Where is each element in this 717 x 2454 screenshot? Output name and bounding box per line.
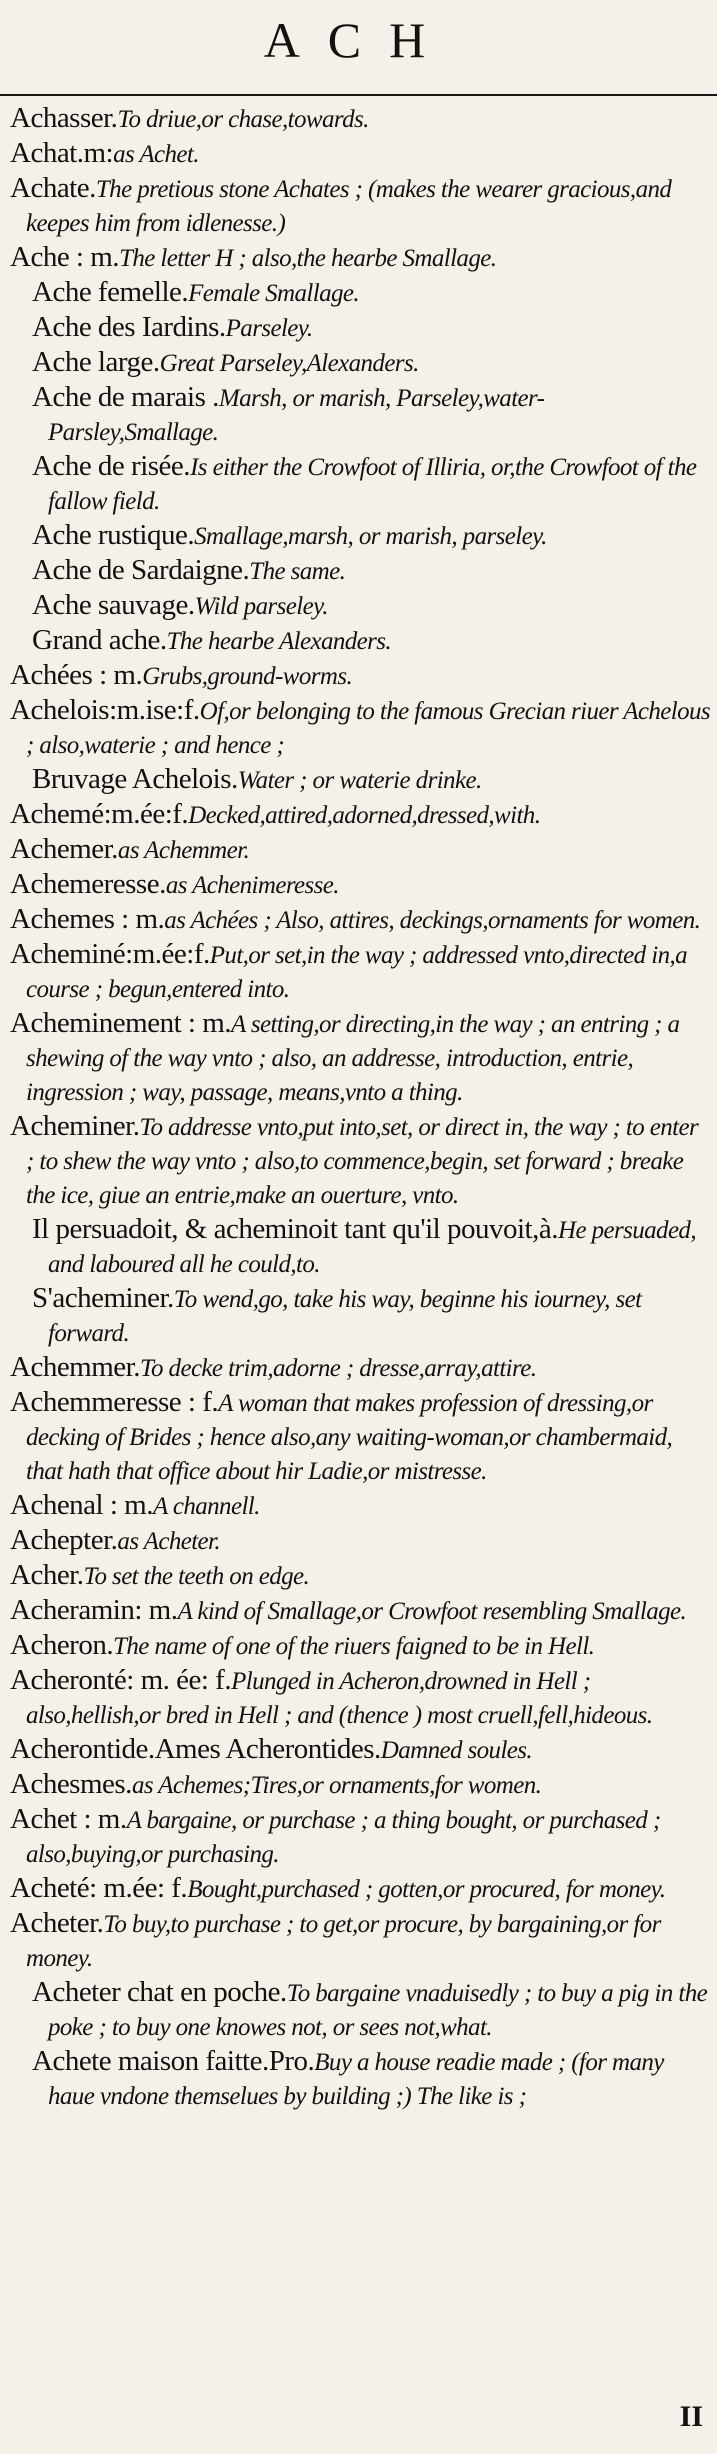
definition: Is either the Crowfoot of Illiria, or,the Crowfoot of the fallow field. [48,454,697,515]
sub-entry [0,346,717,380]
dictionary-entry [0,1872,717,1906]
definition: Wild parseley. [194,593,328,620]
definition: To bargaine vnaduisedly ; to buy a pig in the poke ; to buy one knowes not, or sees not,what. [48,1980,708,2041]
dictionary-entry [0,938,717,1006]
headword: Acheron. [10,1629,114,1661]
definition: To addresse vnto,put into,set, or direct in, the way ; to enter ; to shew the way vnto ; also,to commence,begin, set forward ; breake the ice, giue an entrie,make an ouerture, vnto. [26,1114,699,1209]
headword: Bruvage Achelois. [32,763,238,795]
sub-entry [0,1282,717,1350]
definition: Smallage,marsh, or marish, parseley. [194,523,547,550]
dictionary-entry [0,903,717,937]
headword: Acheminement : m. [10,1007,232,1039]
headword: Achemer. [10,833,118,865]
definition: A woman that makes profession of dressing,or decking of Brides ; hence also,any waiting-woman,or chambermaid, that hath that office about hir Ladie,or mistresse. [26,1390,673,1485]
headword: Acheronté: m. ée: f. [10,1664,232,1696]
definition: Grubs,ground-worms. [142,663,353,690]
headword: Il persuadoit, & acheminoit tant qu'il pouvoit,à. [32,1213,558,1245]
headword: Achelois:m.ise:f. [10,694,200,726]
definition: To driue,or chase,towards. [117,106,369,133]
definition: To set the teeth on edge. [83,1563,310,1590]
dictionary-entry [0,868,717,902]
definition: The same. [249,558,346,585]
definition: Great Parseley,Alexanders. [159,350,419,377]
headword: Ache : m. [10,241,120,273]
headword: Acheminé:m.ée:f. [10,938,210,970]
sub-entry [0,381,717,449]
headword: Grand ache. [32,624,167,656]
definition: Bought,purchased ; gotten,or procured, for money. [187,1876,666,1903]
dictionary-entry [0,241,717,275]
entry-list [0,102,717,2114]
definition: The letter H ; also,the hearbe Smallage. [119,245,497,272]
headword: Achasser. [10,102,118,134]
definition: Plunged in Acheron,drowned in Hell ; also,hellish,or bred in Hell ; and (thence ) most cruell,fell,hideous. [26,1668,653,1729]
definition: A channell. [152,1493,260,1520]
definition: as Achemes;Tires,or ornaments,for women. [131,1772,542,1799]
definition: Water ; or waterie drinke. [237,767,482,794]
dictionary-entry [0,833,717,867]
definition: He persuaded, and laboured all he could,to. [48,1217,696,1278]
dictionary-entry [0,798,717,832]
headword: Ache de risée. [32,450,191,482]
headword: Achate. [10,172,96,204]
headword: Acheter. [10,1907,104,1939]
headword: Achemmer. [10,1351,140,1383]
dictionary-entry [0,1351,717,1385]
headword: Achemmeresse : f. [10,1386,219,1418]
definition: Marsh, or marish, Parseley,water-Parsley,Smallage. [48,385,545,446]
headword: S'acheminer. [32,1282,174,1314]
definition: as Achenimeresse. [165,872,339,899]
headword: Acheminer. [10,1110,140,1142]
dictionary-entry [0,1110,717,1212]
definition: The hearbe Alexanders. [166,628,392,655]
headword: Ache sauvage. [32,589,195,621]
headword: Ache large. [32,346,160,378]
header-rule [0,94,717,96]
definition: The pretious stone Achates ; (makes the wearer gracious,and keepes him from idlenesse.) [26,176,672,237]
definition: The name of one of the riuers faigned to be in Hell. [113,1633,595,1660]
definition: Of,or belonging to the famous Grecian riuer Achelous ; also,waterie ; and hence ; [26,698,711,759]
dictionary-entry [0,1803,717,1871]
dictionary-entry [0,1664,717,1732]
headword: Achées : m. [10,659,143,691]
headword: Achemeresse. [10,868,166,900]
headword: Acherontide.Ames Acherontides. [10,1733,381,1765]
sub-entry [0,2045,717,2113]
headword: Ache rustique. [32,519,195,551]
definition: To wend,go, take his way, beginne his iourney, set forward. [48,1286,642,1347]
dictionary-entry [0,1733,717,1767]
headword: Achemes : m. [10,903,165,935]
dictionary-entry [0,102,717,136]
dictionary-entry [0,137,717,171]
headword: Achepter. [10,1524,118,1556]
dictionary-entry [0,694,717,762]
headword: Achete maison faitte.Pro. [32,2045,315,2077]
sub-entry [0,519,717,553]
signature-mark: II [679,2400,703,2433]
headword: Achemé:m.ée:f. [10,798,189,830]
headword: Ache de marais . [32,381,219,413]
sub-entry [0,276,717,310]
dictionary-entry [0,1629,717,1663]
dictionary-entry [0,1594,717,1628]
headword: Achenal : m. [10,1489,153,1521]
definition: as Achemmer. [117,837,250,864]
headword: Acheter chat en poche. [32,1976,287,2008]
headword: Acher. [10,1559,84,1591]
dictionary-entry [0,1524,717,1558]
dictionary-entry [0,172,717,240]
sub-entry [0,450,717,518]
sub-entry [0,624,717,658]
definition: To decke trim,adorne ; dresse,array,attire. [139,1355,537,1382]
sub-entry [0,1976,717,2044]
dictionary-entry [0,1007,717,1109]
headword: Ache de Sardaigne. [32,554,250,586]
definition: Decked,attired,adorned,dressed,with. [188,802,541,829]
definition: as Achet. [113,141,199,168]
definition: To buy,to purchase ; to get,or procure, by bargaining,or for money. [26,1911,661,1972]
dictionary-entry [0,1386,717,1488]
page-header-title: ACH [263,12,454,68]
dictionary-entry [0,1907,717,1975]
headword: Acheté: m.ée: f. [10,1872,188,1904]
definition: A bargaine, or purchase ; a thing bought, or purchased ; also,buying,or purchasing. [26,1807,661,1868]
headword: Achesmes. [10,1768,132,1800]
definition: Female Smallage. [188,280,360,307]
headword: Achet : m. [10,1803,127,1835]
headword: Achat.m: [10,137,114,169]
headword: Acheramin: m. [10,1594,178,1626]
dictionary-entry [0,1768,717,1802]
definition: A kind of Smallage,or Crowfoot resembling Smallage. [177,1598,687,1625]
definition: as Achées ; Also, attires, deckings,ornaments for women. [164,907,701,934]
dictionary-entry [0,659,717,693]
sub-entry [0,589,717,623]
headword: Ache des Iardins. [32,311,226,343]
definition: Damned soules. [380,1737,533,1764]
definition: Parseley. [225,315,313,342]
definition: A setting,or directing,in the way ; an entring ; a shewing of the way vnto ; also, an addresse, introduction, entrie, ingression ; way, passage, means,vnto a thing. [26,1011,680,1106]
sub-entry [0,1213,717,1281]
sub-entry [0,763,717,797]
sub-entry [0,554,717,588]
dictionary-entry [0,1489,717,1523]
sub-entry [0,311,717,345]
definition: Put,or set,in the way ; addressed vnto,directed in,a course ; begun,entered into. [26,942,688,1003]
headword: Ache femelle. [32,276,189,308]
definition: as Acheter. [117,1528,221,1555]
definition: Buy a house readie made ; (for many haue vndone themselues by building ;) The like is ; [48,2049,664,2110]
dictionary-entry [0,1559,717,1593]
